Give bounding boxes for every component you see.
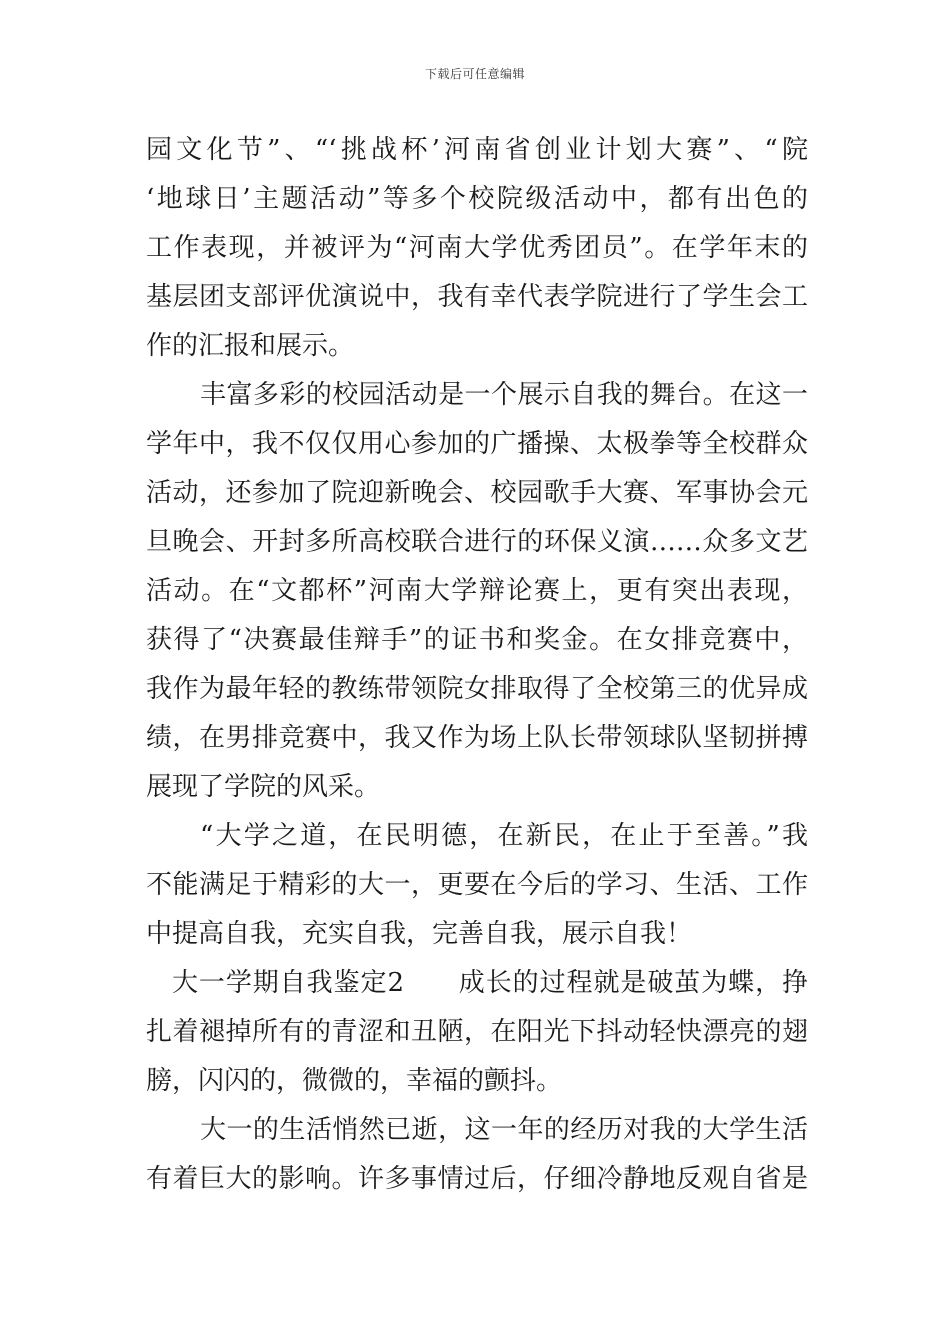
- text-line: 学年中，我不仅仅用心参加的广播操、太极拳等全校群众: [146, 429, 808, 459]
- text-line: 旦晚会、开封多所高校联合进行的环保义演……众多文艺: [146, 527, 808, 557]
- text-line: 有着巨大的影响。许多事情过后，仔细冷静地反观自省是: [146, 1164, 808, 1194]
- page-header: 下载后可任意编辑: [424, 67, 525, 81]
- text-line: 展现了学院的风采。: [146, 772, 381, 802]
- text-line: ‘地球日’主题活动”等多个校院级活动中，都有出色的: [146, 184, 808, 214]
- paragraph-start-line: 丰富多彩的校园活动是一个展示自我的舞台。在这一: [200, 380, 808, 410]
- text-line: 不能满足于精彩的大一，更要在今后的学习、生活、工作: [146, 870, 808, 900]
- text-line: 中提高自我，充实自我，完善自我，展示自我！: [146, 919, 693, 949]
- text-line: 膀，闪闪的，微微的，幸福的颤抖。: [146, 1066, 563, 1096]
- text-line: 基层团支部评优演说中，我有幸代表学院进行了学生会工: [146, 282, 808, 312]
- text-line: 扎着褪掉所有的青涩和丑陋，在阳光下抖动轻快漂亮的翅: [146, 1017, 808, 1047]
- paragraph-start-line: “大学之道，在民明德，在新民，在止于至善。”我: [200, 821, 808, 851]
- text-line: 获得了“决赛最佳辩手”的证书和奖金。在女排竞赛中，: [146, 625, 808, 655]
- text-line: 活动。在“文都杯”河南大学辩论赛上，更有突出表现，: [146, 576, 808, 606]
- text-line: 我作为最年轻的教练带领院女排取得了全校第三的优异成: [146, 674, 808, 704]
- text-line: 作的汇报和展示。: [146, 331, 355, 361]
- text-line: 活动，还参加了院迎新晚会、校园歌手大赛、军事协会元: [146, 478, 808, 508]
- document-body: [146, 126, 808, 1204]
- text-line: 工作表现，并被评为“河南大学优秀团员”。在学年末的: [146, 233, 808, 263]
- text-line: 园文化节”、“‘挑战杯’河南省创业计划大赛”、“院: [146, 135, 808, 165]
- section-heading-line: 大一学期自我鉴定2 成长的过程就是破茧为蝶，挣: [172, 968, 808, 998]
- paragraph-start-line: 大一的生活悄然已逝，这一年的经历对我的大学生活: [200, 1115, 808, 1145]
- text-line: 绩，在男排竞赛中，我又作为场上队长带领球队坚韧拼搏: [146, 723, 808, 753]
